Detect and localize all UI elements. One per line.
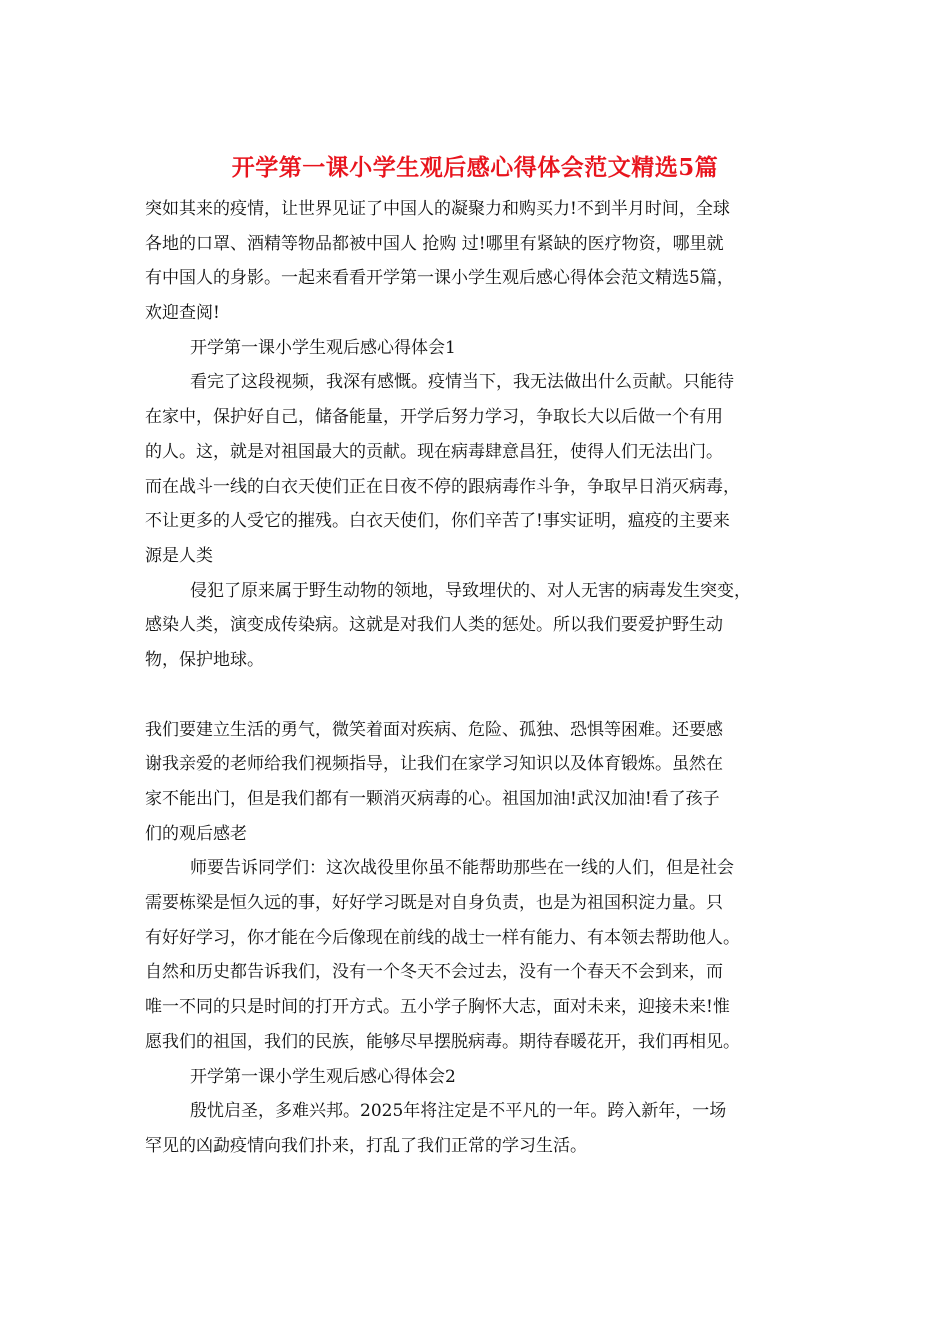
text-line: 各地的口罩、酒精等物品都被中国人 抢购 过!哪里有紧缺的医疗物资，哪里就 [145, 233, 724, 254]
section-heading-2: 开学第一课小学生观后感心得体会2 [190, 1066, 456, 1087]
text-line: 殷忧启圣，多难兴邦。2025年将注定是不平凡的一年。跨入新年，一场 [190, 1101, 727, 1122]
text-line: 在家中，保护好自己，储备能量，开学后努力学习，争取长大以后做一个有用 [145, 407, 723, 428]
text-line: 自然和历史都告诉我们，没有一个冬天不会过去，没有一个春天不会到来，而 [145, 962, 723, 983]
text-line: 突如其来的疫情，让世界见证了中国人的凝聚力和购买力!不到半月时间，全球 [145, 199, 730, 219]
text-line: 谢我亲爱的老师给我们视频指导，让我们在家学习知识以及体育锻炼。虽然在 [145, 754, 723, 775]
text-line: 物，保护地球。 [145, 649, 264, 670]
paragraph-5 [145, 1094, 815, 1163]
text-line: 家不能出门，但是我们都有一颗消灭病毒的心。祖国加油!武汉加油!看了孩子 [145, 789, 720, 809]
document-body [145, 192, 815, 1164]
text-line: 有好好学习，你才能在今后像现在前线的战士一样有能力、有本领去帮助他人。 [145, 927, 740, 948]
paragraph-4 [145, 851, 815, 1059]
text-line: 需要栋梁是恒久远的事，好好学习既是对自身负责，也是为祖国积淀力量。只 [145, 893, 723, 914]
paragraph-3 [145, 713, 815, 852]
text-line: 师要告诉同学们：这次战役里你虽不能帮助那些在一线的人们，但是社会 [190, 858, 734, 879]
text-line: 不让更多的人受它的摧残。白衣天使们，你们辛苦了!事实证明，瘟疫的主要来 [145, 511, 730, 532]
section-heading-1: 开学第一课小学生观后感心得体会1 [190, 337, 456, 358]
paragraph-2 [145, 574, 815, 678]
intro-paragraph [145, 192, 815, 331]
text-line: 源是人类 [145, 545, 213, 566]
text-line: 唯一不同的只是时间的打开方式。五小学子胸怀大志，面对未来，迎接未来!惟 [145, 997, 730, 1018]
text-line: 有中国人的身影。一起来看看开学第一课小学生观后感心得体会范文精选5篇， [145, 268, 734, 289]
text-line: 们的观后感老 [145, 823, 247, 844]
text-line: 感染人类，演变成传染病。这就是对我们人类的惩处。所以我们要爱护野生动 [145, 615, 723, 636]
document-title: 开学第一课小学生观后感心得体会范文精选5篇 [231, 154, 719, 181]
text-line: 罕见的凶勐疫情向我们扑来，打乱了我们正常的学习生活。 [145, 1135, 587, 1156]
blank-gap [145, 678, 815, 713]
text-line: 愿我们的祖国，我们的民族，能够尽早摆脱病毒。期待春暖花开，我们再相见。 [145, 1031, 740, 1052]
text-line: 我们要建立生活的勇气，微笑着面对疾病、危险、孤独、恐惧等困难。还要感 [145, 719, 723, 740]
text-line: 欢迎查阅! [145, 303, 220, 324]
text-line: 而在战斗一线的白衣天使们正在日夜不停的跟病毒作斗争，争取早日消灭病毒， [145, 476, 740, 497]
text-line: 的人。这，就是对祖国最大的贡献。现在病毒肆意昌狂，使得人们无法出门。 [145, 441, 723, 462]
text-line: 看完了这段视频，我深有感慨。疫情当下，我无法做出什么贡献。只能待 [190, 372, 734, 393]
paragraph-1 [145, 365, 815, 573]
text-line: 侵犯了原来属于野生动物的领地，导致埋伏的、对人无害的病毒发生突变， [190, 580, 751, 601]
